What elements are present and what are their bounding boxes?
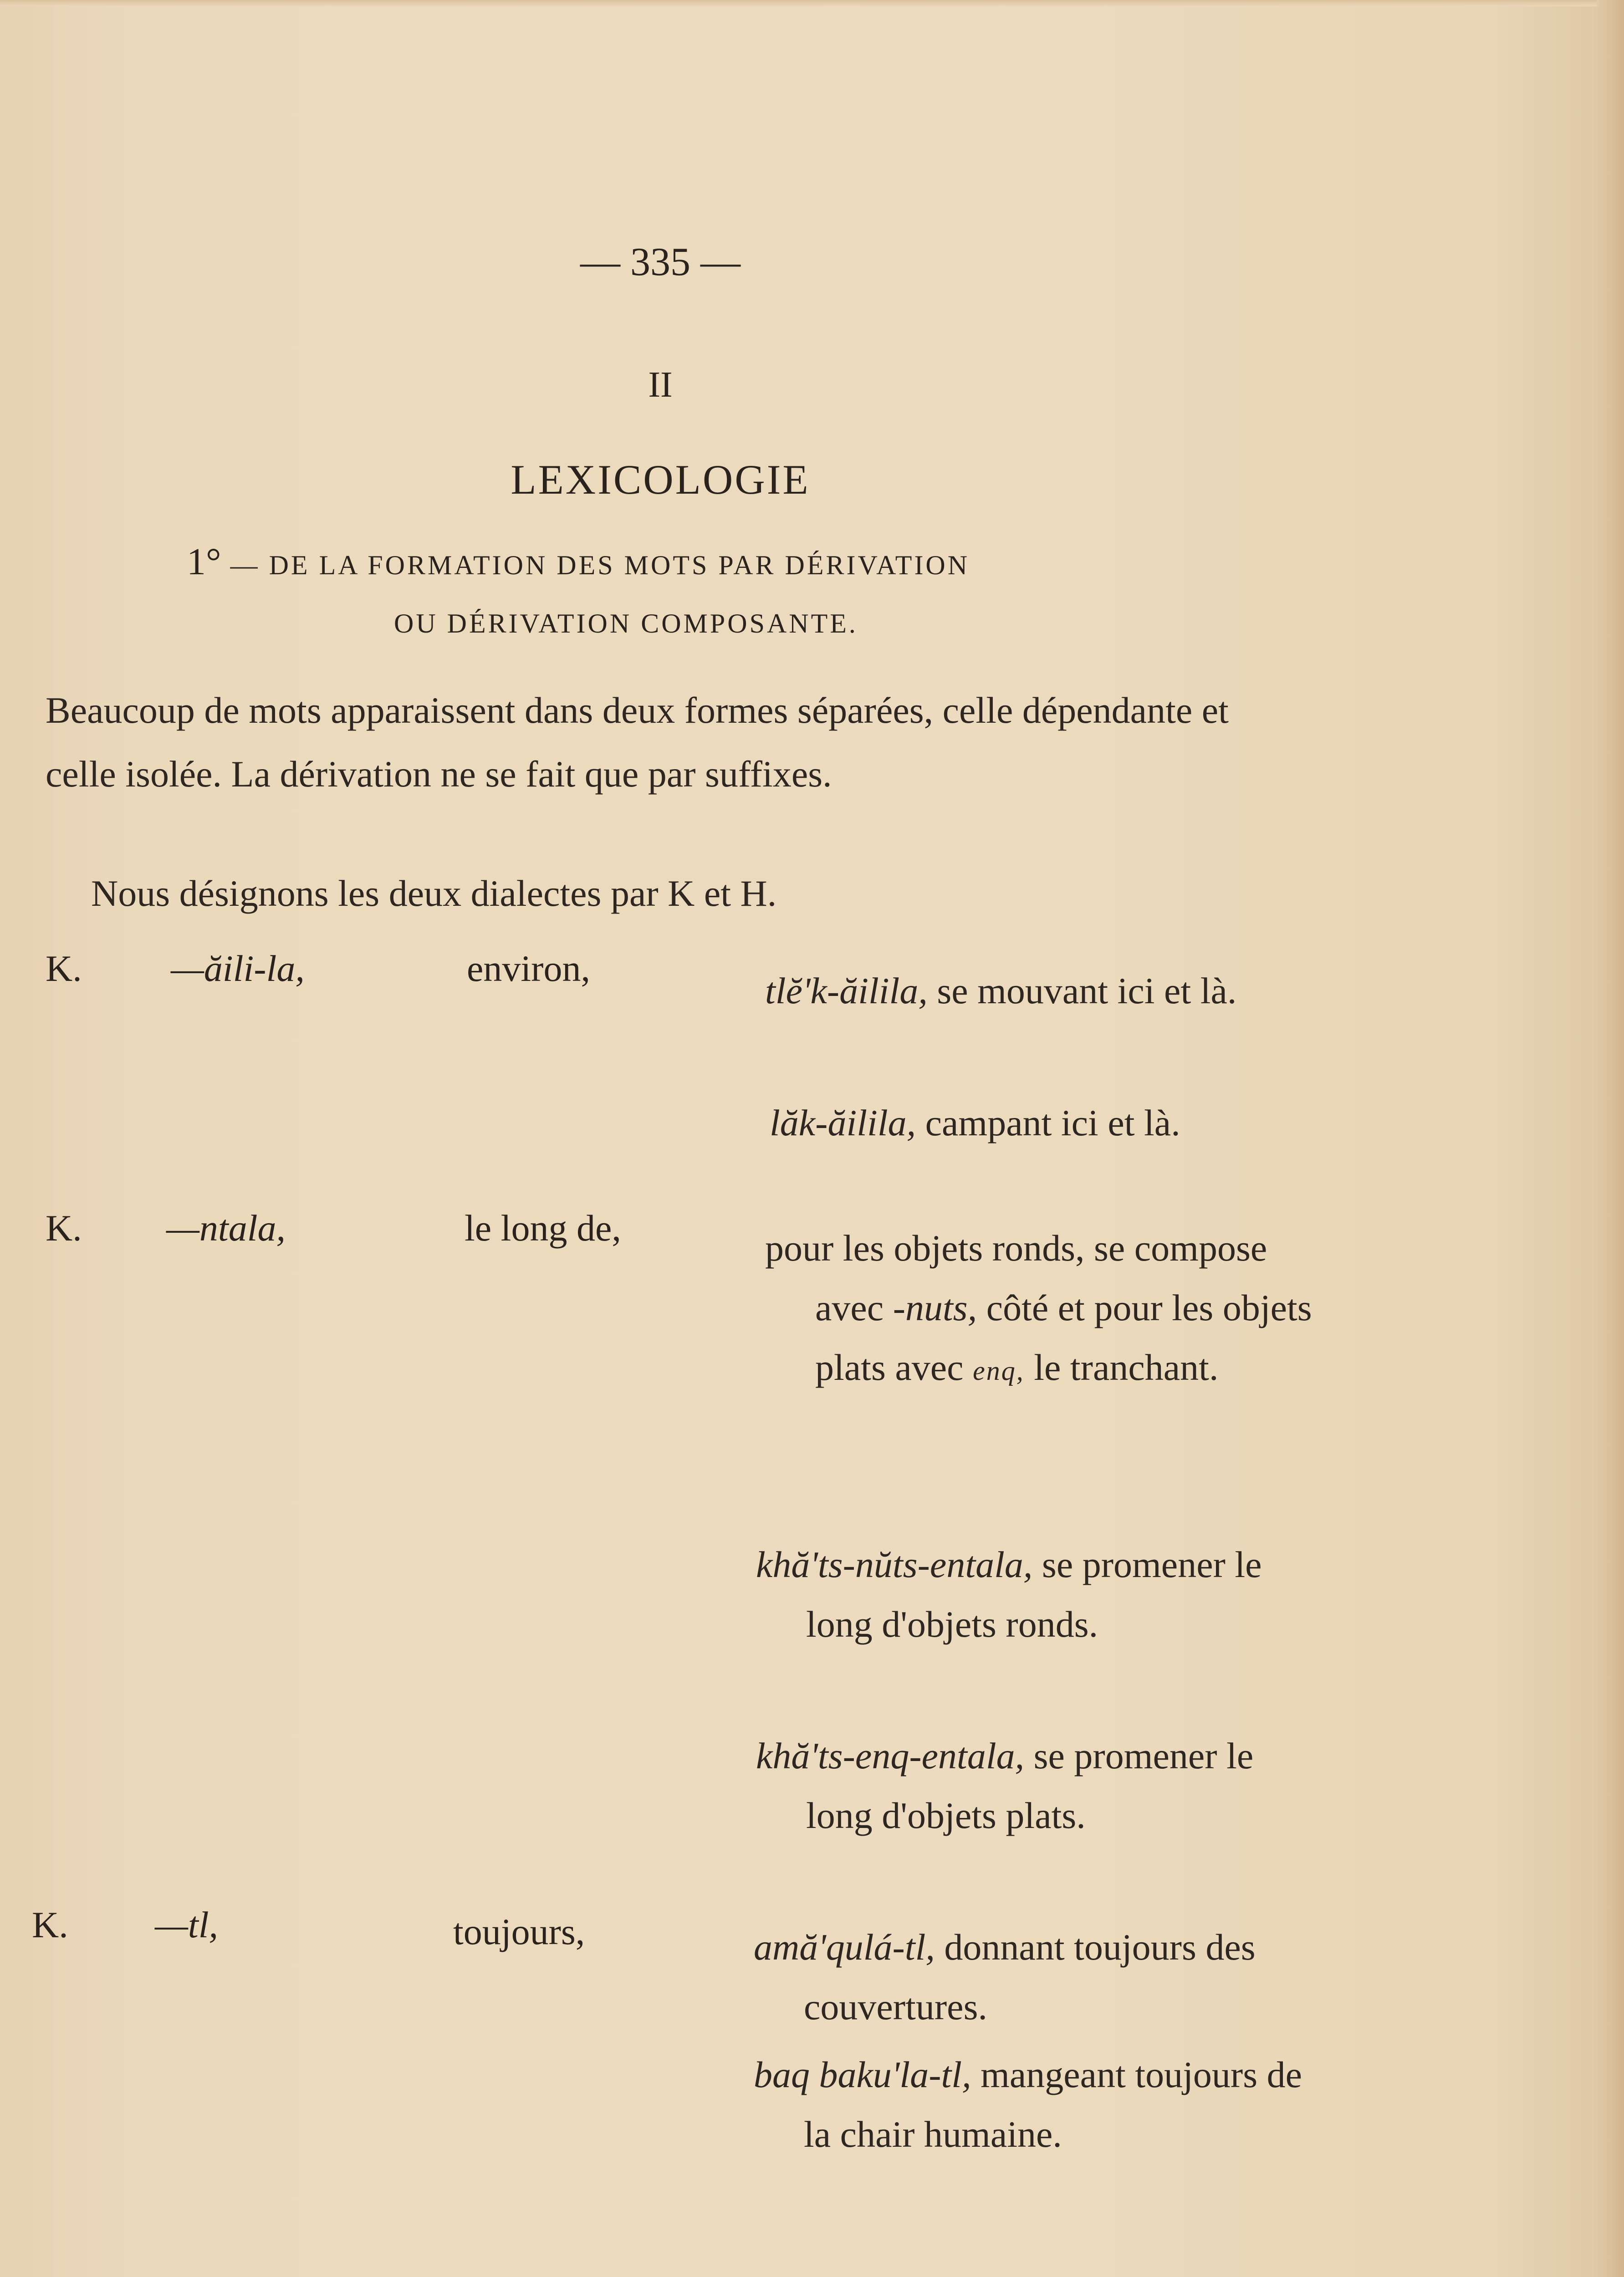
example-item	[770, 1093, 1325, 1153]
example-item	[756, 1726, 1312, 1845]
page-right-edge	[1597, 0, 1624, 2277]
entry-dialect: K.	[46, 948, 82, 989]
subsection-number: 1°	[187, 541, 221, 583]
example-gloss: mangeant toujours de la chair humaine.	[804, 2054, 1302, 2155]
example-item	[754, 2045, 1309, 2164]
example-word: amă'qulá-tl,	[754, 1926, 935, 1968]
example-item	[754, 1917, 1309, 2037]
section-title: LEXICOLOGIE	[511, 456, 810, 503]
example-gloss: se promener le long d'objets plats.	[806, 1735, 1254, 1836]
example-word: baq baku'la-tl,	[754, 2054, 971, 2095]
example-word: khă'ts-nŭts-entala,	[756, 1544, 1033, 1585]
subsection-heading-line-2: OU DÉRIVATION COMPOSANTE.	[394, 608, 858, 638]
paragraph-dialects: Nous désignons les deux dialectes par K et H.	[91, 873, 777, 914]
entry-suffix	[166, 1207, 286, 1250]
entry-dialect: K.	[32, 1904, 68, 1945]
example-item	[765, 961, 1321, 1021]
example-gloss: campant ici et là.	[916, 1102, 1180, 1144]
example-word: lăk-ăilila,	[770, 1102, 916, 1144]
subsection-heading-text: — DE LA FORMATION DES MOTS PAR DÉRIVATION	[230, 550, 970, 580]
example-item	[765, 1218, 1321, 1401]
example-word: tlĕ'k-ăilila,	[765, 970, 928, 1011]
entry-meaning: toujours,	[453, 1911, 585, 1952]
entry-suffix-text: —ntala,	[166, 1207, 286, 1249]
page-top-edge	[0, 0, 1624, 6]
section-numeral: II	[648, 365, 673, 405]
example-word: enq,	[973, 1356, 1025, 1386]
example-item	[756, 1535, 1312, 1654]
page-number: — 335 —	[580, 240, 741, 284]
example-gloss: se promener le long d'objets ronds.	[806, 1544, 1262, 1645]
subsection-heading-line-1	[187, 540, 970, 584]
example-word: khă'ts-enq-entala,	[756, 1735, 1025, 1777]
example-gloss: donnant toujours des couvertures.	[804, 1926, 1256, 2027]
paragraph-intro: Beaucoup de mots apparaissent dans deux formes séparées, celle dépendante et celle isolée. La dérivation ne se fait que par suffixes.	[46, 689, 1229, 795]
example-gloss: côté et pour les objets plats avec	[815, 1287, 1312, 1388]
entry-dialect: K.	[46, 1207, 82, 1249]
entry-suffix: —ăili-la,	[171, 948, 305, 989]
example-gloss: se mouvant ici et là.	[927, 970, 1237, 1011]
entry-suffix: —tl,	[155, 1904, 218, 1945]
entry-meaning: le long de,	[465, 1207, 621, 1249]
example-gloss: le tranchant.	[1024, 1347, 1219, 1388]
example-prefix: pour les objets ronds, se compose avec	[765, 1227, 1267, 1328]
entry-meaning: environ,	[467, 948, 590, 989]
example-word: -nuts,	[893, 1287, 977, 1328]
